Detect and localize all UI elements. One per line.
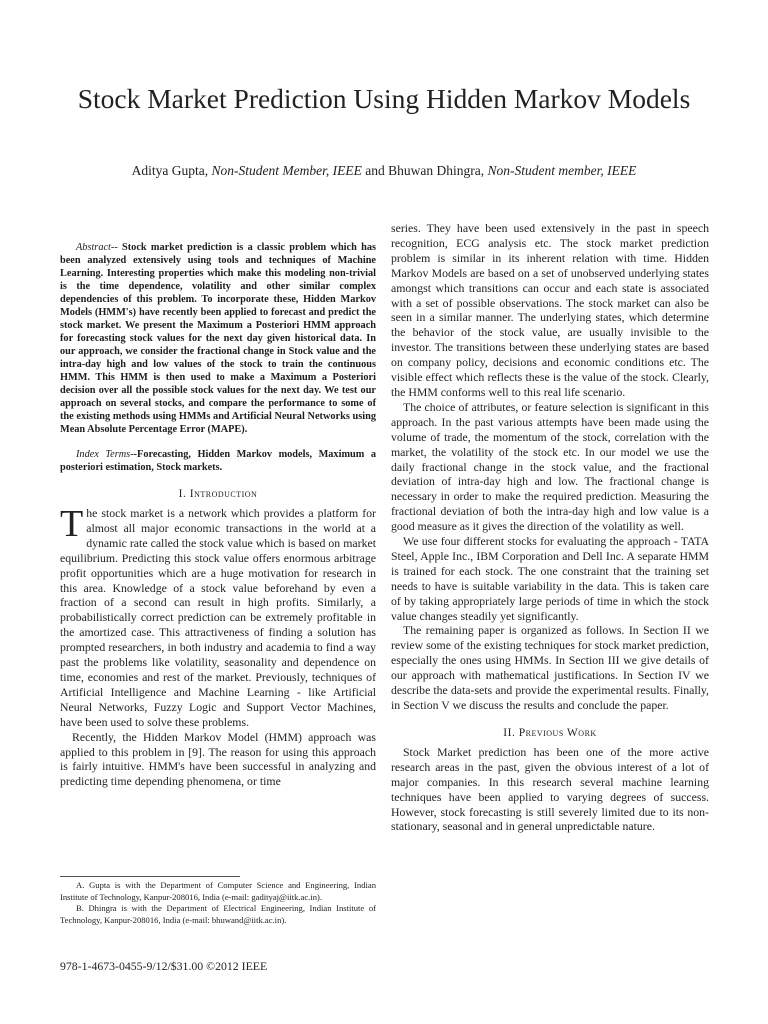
author-connector: and Bhuwan Dhingra, xyxy=(361,163,488,178)
right-column-body xyxy=(391,221,709,713)
footnotes xyxy=(60,880,376,926)
left-column xyxy=(60,241,376,789)
author-1: Aditya Gupta, xyxy=(131,163,212,178)
index-terms-text: --Forecasting, Hidden Markov models, Maximum a posteriori estimation, Stock markets. xyxy=(60,449,376,473)
drop-cap: T xyxy=(60,503,84,545)
intro-paragraph-organization: The remaining paper is organized as follows. In Section II we review some of the existing techniques for stock market prediction, especially the ones using HMMs. In Section III we give details of our approach with mathematical justifications. In Section IV we describe the data-sets and provide the experimental results. Finally, in Section V we discuss the results and conclude the paper. xyxy=(391,623,709,712)
footnote-divider xyxy=(60,876,240,877)
intro-paragraph-stocks: We use four different stocks for evaluating the approach - TATA Steel, Apple Inc., IBM Corporation and Dell Inc. A separate HMM is trained for each stock. The one constraint that the training set needs to have is suitable variability in the data. This is taken care of by taking appropriately large periods of time in which the stock value changes steadily yet significantly. xyxy=(391,534,709,623)
introduction-body xyxy=(60,503,376,789)
intro-paragraph-1-text: he stock market is a network which provides a platform for almost all major economic transactions in the world at a dynamic rate called the stock value which is based on market equilibrium. Predicting this stock value offers enormous arbitrage profit opportunities which are a huge motivation for research in this area. Knowledge of a stock value beforehand by even a fraction of a second can result in high profits. Similarly, a probabilistically correct prediction can be extremely profitable in the amortized case. This attractiveness of finding a solution has prompted researchers, in both industry and academia to find a way past the problems like volatility, seasonality and dependence on time, economies and rest of the market. Previously, techniques of Artificial Intelligence and Machine Learning - like Artificial Neural Networks, Fuzzy Logic and Support Vector Machines, have been used to solve these problems. xyxy=(60,506,376,729)
right-column xyxy=(391,221,709,834)
previous-work-body xyxy=(391,745,709,834)
previous-work-paragraph-1: Stock Market prediction has been one of the more active research areas in the past, given the obvious interest of a lot of major companies. In this research several machine learning techniques have been applied to varying degrees of success. However, stock forecasting is still severely limited due to its non-stationary, seasonal and in general unpredictable nature. xyxy=(391,744,709,834)
author-line xyxy=(60,162,708,180)
intro-paragraph-1 xyxy=(60,503,376,730)
intro-paragraph-continued: series. They have been used extensively in the past in speech recognition, ECG analysis etc. The stock market prediction problem is similar in its inherent relation with time. Hidden Markov Models are based on a set of unobserved underlying states amongst which transitions can occur and each state is associated with a set of possible observations. The stock market can also be seen in a similar manner. The underlying states, which determine the behavior of the stock value, are usually invisible to the investor. The transitions between these underlying states are based on company policy, decisions and economic conditions etc. The visible effect which reflects these is the value of the stock. Clearly, the HMM conforms well to this real life scenario. xyxy=(391,221,709,399)
copyright-notice: 978-1-4673-0455-9/12/$31.00 ©2012 IEEE xyxy=(60,959,268,973)
section-heading-previous-work: II. Previous Work xyxy=(503,726,597,739)
paper-title: Stock Market Prediction Using Hidden Markov Models xyxy=(77,83,691,114)
index-terms xyxy=(60,448,376,474)
intro-paragraph-features: The choice of attributes, or feature selection is significant in this approach. In the past various attempts have been made using the volume of trade, the momentum of the stock, correlation with the market, the volatility of the stock etc. In our model we use the daily fractional change in the stock value, and the fractional deviation of intra-day high and low. The fractional change is necessary in order to make the required prediction. Measuring the fractional deviation of both the intra-day high and low value is a good measure as it gives the direction of the volatility as well. xyxy=(391,399,709,534)
intro-paragraph-2: Recently, the Hidden Markov Model (HMM) approach was applied to this problem in [9]. The reason for using this approach is fairly intuitive. HMM's have been successful in analyzing and predicting time depending phenomena, or time xyxy=(60,729,376,789)
footnote-2: B. Dhingra is with the Department of Electrical Engineering, Indian Institute of Technology, Kanpur-208016, India (e-mail: bhuwand@iitk.ac.in). xyxy=(60,903,376,925)
index-terms-label: Index Terms xyxy=(76,449,131,460)
footnote-1: A. Gupta is with the Department of Computer Science and Engineering, Indian Institute of Technology, Kanpur-208016, India (e-mail: gadityaj@iitk.ac.in). xyxy=(60,880,376,902)
author-2-role: Non-Student member, IEEE xyxy=(487,163,637,178)
author-1-role: Non-Student Member, IEEE xyxy=(211,163,362,178)
section-heading-introduction: I. Introduction xyxy=(178,488,258,500)
abstract-text: Stock market prediction is a classic problem which has been analyzed extensively using tools and techniques of Machine Learning. Interesting properties which make this modeling non-trivial is the time dependence, volatility and other similar complex dependencies of this problem. To incorporate these, Hidden Markov Models (HMM's) have recently been applied to forecast and predict the stock market. We present the Maximum a Posteriori HMM approach for forecasting stock values for the next day given historical data. In our approach, we consider the fractional change in Stock value and the intra-day high and low values of the stock to train the continuous HMM. This HMM is then used to make a Maximum a Posteriori decision over all the possible stock values for the next day. We test our approach on several stocks, and compare the performance to some of the existing methods using HMMs and Artificial Neural Networks using Mean Absolute Percentage Error (MAPE). xyxy=(60,242,376,435)
abstract-label: Abstract-- xyxy=(76,242,118,253)
abstract xyxy=(60,241,376,436)
